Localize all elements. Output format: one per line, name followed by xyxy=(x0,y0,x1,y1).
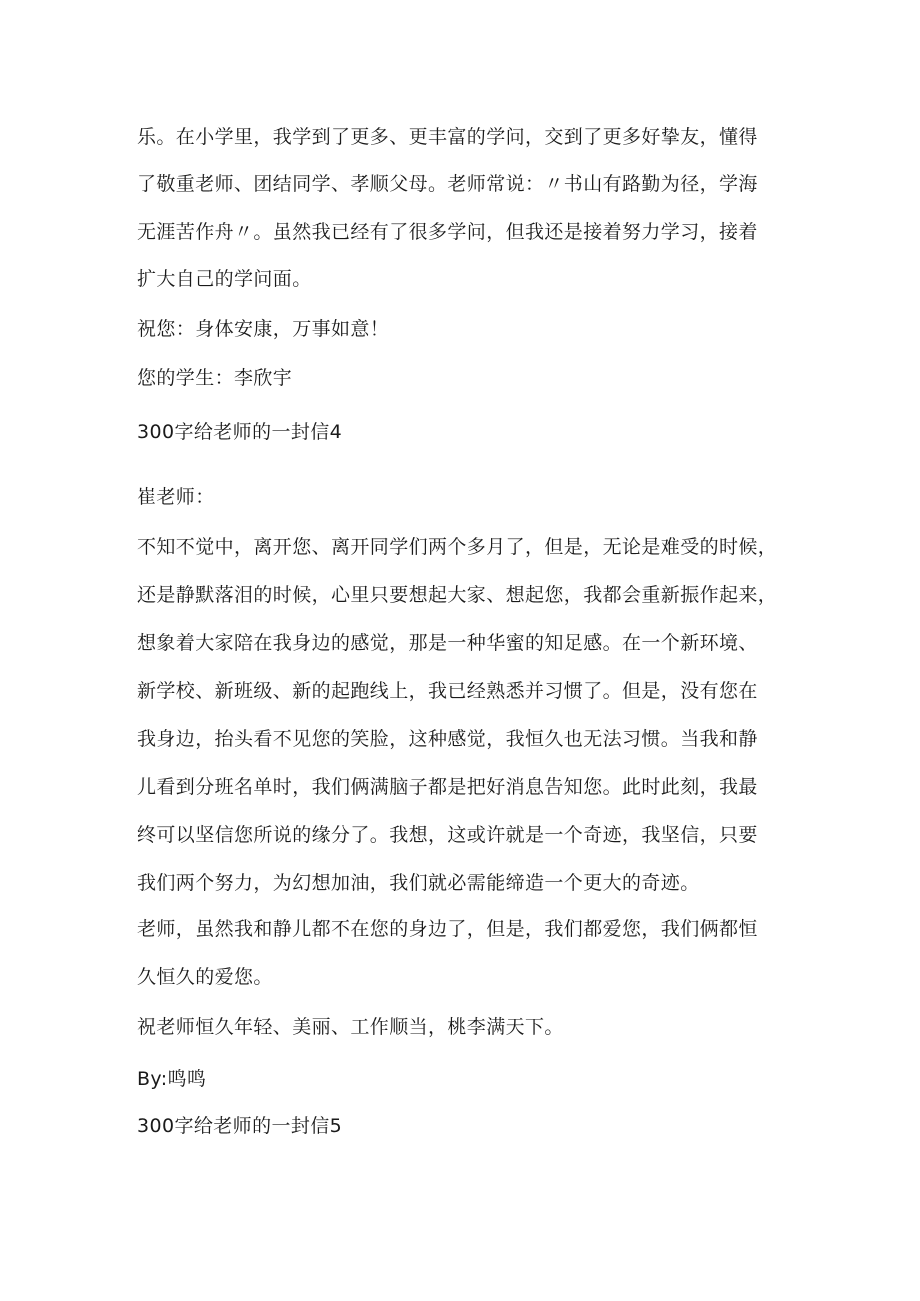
signature: 您的学生：李欣宇 xyxy=(137,367,293,389)
body-line: 我们两个努力，为幻想加油，我们就必需能缔造一个更大的奇迹。 xyxy=(137,872,700,894)
section-title: 300字给老师的一封信4 xyxy=(137,421,343,443)
signature: By:鸣鸣 xyxy=(137,1068,207,1090)
salutation: 崔老师： xyxy=(137,486,215,508)
body-line: 久恒久的爱您。 xyxy=(137,966,273,988)
body-line: 了敬重老师、团结同学、孝顺父母。老师常说：〃书山有路勤为径，学海 xyxy=(137,173,758,195)
body-line: 新学校、新班级、新的起跑线上，我已经熟悉并习惯了。但是，没有您在 xyxy=(137,680,758,702)
body-line: 我身边，抬头看不见您的笑脸，这种感觉，我恒久也无法习惯。当我和静 xyxy=(137,728,758,750)
body-line: 不知不觉中，离开您、离开同学们两个多月了，但是，无论是难受的时候， xyxy=(137,536,778,558)
section-title: 300字给老师的一封信5 xyxy=(137,1115,343,1137)
body-line: 儿看到分班名单时，我们俩满脑子都是把好消息告知您。此时此刻，我最 xyxy=(137,776,758,798)
closing-wish: 祝您：身体安康，万事如意！ xyxy=(137,318,390,340)
body-line: 乐。在小学里，我学到了更多、更丰富的学问，交到了更多好挚友，懂得 xyxy=(137,126,758,148)
body-line: 无涯苦作舟〃。虽然我已经有了很多学问，但我还是接着努力学习，接着 xyxy=(137,221,758,243)
closing-wish: 祝老师恒久年轻、美丽、工作顺当，桃李满天下。 xyxy=(137,1016,564,1038)
body-line: 扩大自己的学问面。 xyxy=(137,268,312,290)
body-line: 终可以坚信您所说的缘分了。我想，这或许就是一个奇迹，我坚信，只要 xyxy=(137,824,758,846)
body-line: 还是静默落泪的时候，心里只要想起大家、想起您，我都会重新振作起来， xyxy=(137,584,778,606)
body-line: 想象着大家陪在我身边的感觉，那是一种华蜜的知足感。在一个新环境、 xyxy=(137,632,758,654)
body-line: 老师，虽然我和静儿都不在您的身边了，但是，我们都爱您，我们俩都恒 xyxy=(137,918,758,940)
